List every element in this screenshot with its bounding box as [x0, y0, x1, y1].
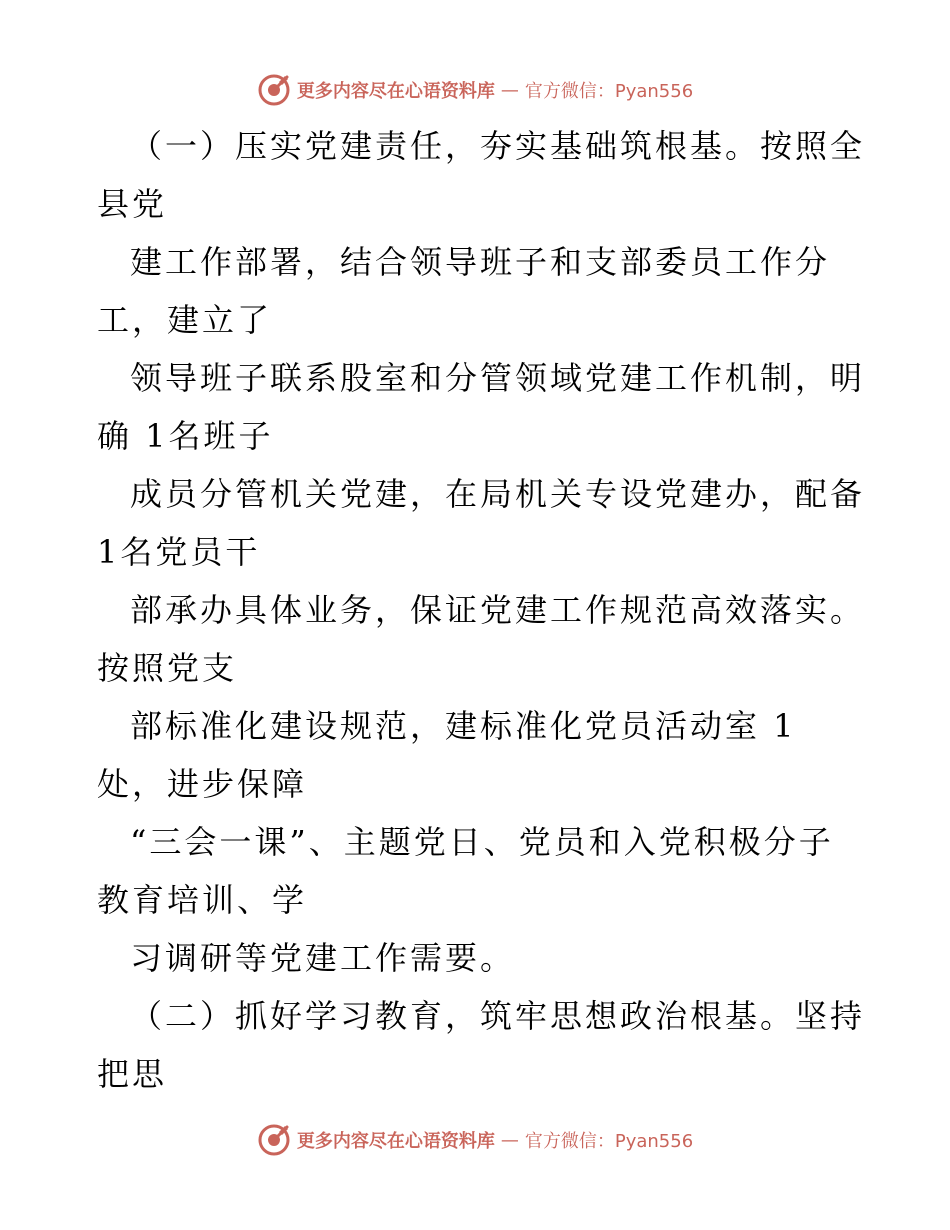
watermark-footer	[0, 1122, 950, 1158]
pen-logo-icon	[257, 1123, 291, 1157]
body-line: 习调研等党建工作需要。	[130, 939, 516, 977]
body-line: 部标准化建设规范，建标准化党员活动室 1	[130, 707, 797, 745]
body-line: 处，进步保障	[97, 765, 308, 803]
watermark-header	[0, 72, 950, 108]
body-line: （二）抓好学习教育，筑牢思想政治根基。坚持	[130, 997, 866, 1035]
watermark-site-text: 更多内容尽在心语资料库	[296, 81, 495, 102]
body-line: 把思	[97, 1055, 168, 1093]
body-line: 县党	[97, 185, 168, 223]
body-line: “三会一课”、主题党日、党员和入党积极分子	[130, 823, 834, 861]
watermark-contact-text: 官方微信：Pyan556	[524, 81, 694, 102]
watermark-separator: —	[500, 79, 519, 101]
watermark-site-text: 更多内容尽在心语资料库	[296, 1131, 495, 1152]
body-line: 工，建立了	[97, 301, 273, 339]
body-line: 确 1名班子	[97, 417, 274, 455]
body-line: 1名党员干	[97, 533, 261, 571]
body-line: 部承办具体业务，保证党建工作规范高效落实。	[130, 591, 866, 629]
body-line: 教育培训、学	[97, 881, 308, 919]
body-line: （一）压实党建责任，夯实基础筑根基。按照全	[130, 127, 866, 165]
body-line: 按照党支	[97, 649, 238, 687]
body-line: 成员分管机关党建，在局机关专设党建办，配备	[130, 475, 866, 513]
body-line: 建工作部署，结合领导班子和支部委员工作分	[130, 243, 831, 281]
body-line: 领导班子联系股室和分管领域党建工作机制，明	[130, 359, 866, 397]
watermark-contact-text: 官方微信：Pyan556	[524, 1131, 694, 1152]
watermark-separator: —	[500, 1129, 519, 1151]
pen-logo-icon	[257, 73, 291, 107]
